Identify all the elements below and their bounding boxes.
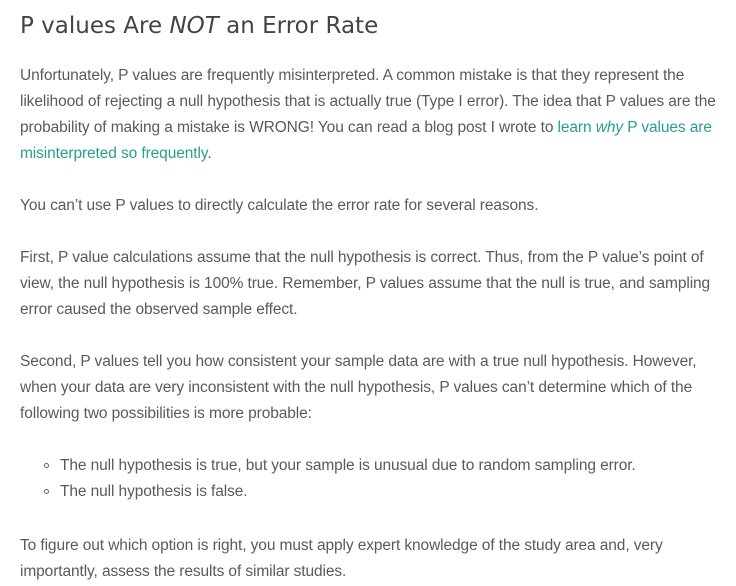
paragraph-misinterpreted	[20, 63, 720, 167]
section-heading	[20, 10, 378, 42]
circle-bullet-icon	[44, 489, 49, 494]
link-text-emphasis: why	[595, 119, 623, 136]
paragraph-error-rate: You can’t use P values to directly calculate the error rate for several reasons.	[20, 197, 539, 214]
link-text-pre: learn	[557, 119, 596, 136]
paragraph-conclusion: To figure out which option is right, you must apply expert knowledge of the study area and, very importantly, assess the results of similar studies.	[20, 537, 663, 580]
possibilities-list	[20, 453, 720, 505]
list-item	[20, 479, 720, 505]
heading-suffix: an Error Rate	[218, 13, 379, 39]
list-item	[20, 453, 720, 479]
list-item-text: The null hypothesis is true, but your sample is unusual due to random sampling error.	[60, 457, 636, 474]
heading-prefix: P values Are	[20, 13, 170, 39]
heading-emphasis: NOT	[169, 13, 219, 39]
paragraph-text: Unfortunately, P values are frequently misinterpreted. A common mistake is that they represent the likelihood of rejecting a null hypothesis that is actually true (Type I error). The idea that P values are the probability of making a mistake is WRONG! You can read a blog post I wrote to	[20, 67, 716, 136]
paragraph-first-reason: First, P value calculations assume that the null hypothesis is correct. Thus, from the P value’s point of view, the null hypothesis is 100% true. Remember, P values assume that the null is true, and sampling error caused the observed sample effect.	[20, 249, 711, 318]
paragraph-end: .	[207, 145, 212, 162]
link-text-post: P values are misinterpreted so frequently	[20, 119, 712, 162]
paragraph-second-reason: Second, P values tell you how consistent your sample data are with a true null hypothesis. However, when your data are very inconsistent with the null hypothesis, P values can’t determine which of the following two possibilities is more probable:	[20, 353, 697, 422]
list-item-text: The null hypothesis is false.	[60, 483, 248, 500]
circle-bullet-icon	[44, 463, 49, 468]
